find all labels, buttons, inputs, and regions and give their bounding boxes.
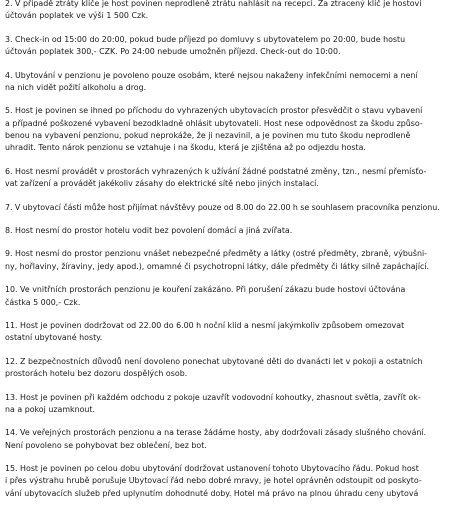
rule-line: 10. Ve vnitřních prostorách penzionu je kouření zakázáno. Při porušení zákazu bude hostovi účtována [5,285,406,295]
rule-line: 11. Host je povinen dodržovat od 22.00 do 6.00 h noční klid a nesmí jakýmkoliv způsobem omezovat [5,321,405,331]
rule-paragraph [5,427,443,452]
rule-line: i přes výstrahu hrubě porušuje Ubytovací řád nebo dobré mravy, je hotel oprávněn odstoupit od poskyto- [5,476,422,486]
rule-paragraph [5,34,443,59]
rule-line: na a pokoj uzamknout. [5,404,96,414]
rule-line: na nich vidět požití alkoholu a drog. [5,82,147,92]
rule-line: 6. Host nesmí provádět v prostorách vyhrazených k užívání žádné podstatné změny, tzn., nesmí přemísťo- [5,166,427,176]
rule-paragraph [5,202,443,214]
rules-list [5,0,443,511]
rule-line: Není povoleno se pohybovat bez oblečení, bez bot. [5,440,207,450]
rule-paragraph [5,70,443,95]
rule-paragraph [5,248,443,273]
rule-line: vání ubytovacích služeb před uplynutím dohodnuté doby. Hotel má právo na plnou úhradu ceny ubytová [5,488,419,498]
rule-paragraph [5,0,443,23]
rule-line: 7. V ubytovací části může host přijímat návštěvy pouze od 8.00 do 22.00 h se souhlasem pracovníka penzionu. [5,202,440,212]
rule-paragraph [5,392,443,417]
rule-line: uhradit. Tento nárok penzionu se vztahuje i na škodu, která je zjištěna až po odjezdu hosta. [5,143,366,153]
rule-line: a případné poškozené vybavení bezodkladně ohlásit ubytovateli. Host nese odpovědnost za škodu způso- [5,118,423,128]
rule-paragraph [5,225,443,237]
rule-line: účtován poplatek 300,- CZK. Po 24:00 nebude umožněn příjezd. Check-out do 10:00. [5,47,341,57]
rule-paragraph [5,356,443,381]
rule-paragraph [5,284,443,309]
rule-line: 13. Host je povinen při každém odchodu z pokoje uzavřít vodovodní kohoutky, zhasnout světla, zavřít ok- [5,392,421,402]
rule-line: 15. Host je povinen po celou dobu ubytování dodržovat ustanovení tohoto Ubytovacího řádu. Pokud host [5,464,419,474]
rule-line: částka 5 000,- Czk. [5,297,81,307]
rule-line: 4. Ubytování v penzionu je povoleno pouze osobám, které nejsou nakaženy infekčními nemocemi a není [5,70,418,80]
rule-paragraph [5,463,443,500]
rule-line: ostatní ubytované hosty. [5,333,103,343]
rule-line: vat zařízení a provádět jakékoliv zásahy do elektrické sítě nebo jiných instalací. [5,179,319,189]
rule-line: 8. Host nesmí do prostor hotelu vodit bez povolení domácí a jiná zvířata. [5,225,293,235]
rule-line: účtován poplatek ve výši 1 500 Czk. [5,11,149,21]
rule-line: prostorách hotelu bez dozoru dospělých osob. [5,369,188,379]
rule-line: 5. Host je povinen se ihned po příchodu do vyhrazených ubytovacích prostor přesvědčit o stavu vybavení [5,106,423,116]
rule-paragraph [5,320,443,345]
rule-paragraph [5,105,443,154]
rule-line: 2. V případě ztráty klíče je host povinen neprodleně ztrátu nahlásit na recepci. Za ztracený klíč je hostovi [5,0,422,8]
rule-line: 12. Z bezpečnostních důvodů není dovoleno ponechat ubytované děti do dvanácti let v pokoji a ostatních [5,356,423,366]
rule-line: 9. Host nesmí do prostor penzionu vnášet nebezpečné předměty a látky (ostré předměty, zbraně, výbušni- [5,249,428,259]
rule-line: ny, hořlaviny, žíraviny, jedy apod.), omamné či psychotropní látky, dále předměty či látky silně zapáchající. [5,261,430,271]
rule-line: 14. Ve veřejných prostorách penzionu a na terase žádáme hosty, aby dodržovali zásady slušného chování. [5,428,427,438]
rule-paragraph [5,166,443,191]
rule-line: 3. Check-in od 15:00 do 20:00, pokud bude příjezd po domluvy s ubytovatelem po 20:00, bude hostu [5,34,406,44]
rule-line: benou na vybavení penzionu, pokud neprokáže, že ji nezavinil, a je povinen mu tuto škodu neprodleně [5,130,411,140]
